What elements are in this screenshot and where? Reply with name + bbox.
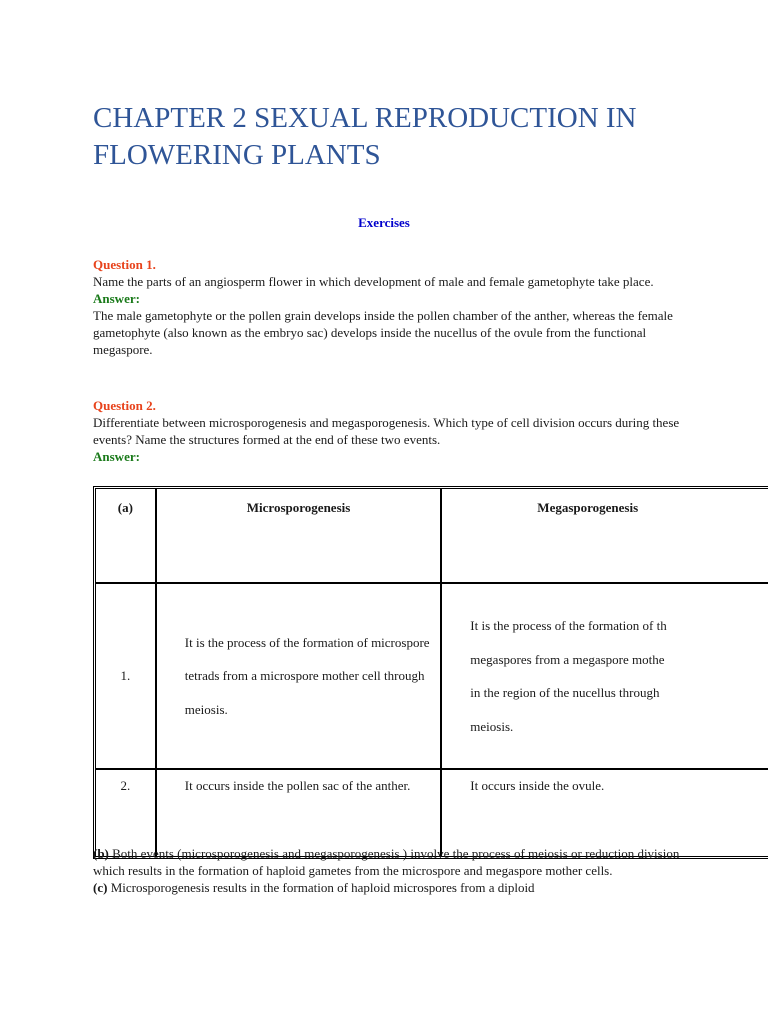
row-number: 1. <box>96 584 157 770</box>
table-row <box>96 584 768 770</box>
comparison-table-wrapper <box>93 486 768 842</box>
answer-2-label: Answer: <box>93 449 140 464</box>
answer-continuation <box>93 845 693 896</box>
micro-location: It occurs inside the pollen sac of the anther. <box>184 778 411 793</box>
part-b-text: Both events (microsporogenesis and megasporogenesis ) involve the process of meiosis or reduction division which results in the formation of haploid gametes from the microspore and megaspore mother cells. <box>93 846 680 878</box>
part-c-label: (c) <box>93 880 108 895</box>
question-2-label: Question 2. <box>93 398 156 413</box>
chapter-title: CHAPTER 2 SEXUAL REPRODUCTION IN FLOWERING PLANTS <box>93 102 637 171</box>
header-cell-microsporogenesis: Microsporogenesis <box>157 489 443 584</box>
question-1-block <box>93 256 693 358</box>
mega-line: meiosis. <box>470 718 514 734</box>
part-c-paragraph <box>93 879 693 896</box>
question-1-text: Name the parts of an angiosperm flower in which development of male and female gametophyte take place. <box>93 274 654 289</box>
mega-line: It is the process of the formation of th <box>470 618 667 633</box>
header-cell-megasporogenesis: Megasporogenesis <box>442 489 768 584</box>
table-cell <box>442 770 768 856</box>
question-2-block <box>93 397 693 465</box>
mega-line: megaspores from a megaspore mothe <box>470 651 665 667</box>
question-1-label: Question 1. <box>93 257 156 272</box>
answer-1-text: The male gametophyte or the pollen grain develops inside the pollen chamber of the anther, whereas the female gametophyte (also known as the embryo sac) develops inside the nucellus of the ovule from the functional megaspore. <box>93 308 673 357</box>
comparison-table <box>93 486 768 859</box>
table-cell <box>157 584 443 770</box>
micro-description: It is the process of the formation of microspore tetrads from a microspore mother cell through meiosis. <box>184 634 430 717</box>
mega-line: in the region of the nucellus through <box>470 685 660 700</box>
row-number: 2. <box>96 770 157 856</box>
header-cell-index: (a) <box>96 489 157 584</box>
mega-description <box>442 609 768 743</box>
table-header-row <box>96 489 768 584</box>
part-b-paragraph <box>93 845 693 879</box>
mega-location: It occurs inside the ovule. <box>470 778 605 793</box>
part-c-text: Microsporogenesis results in the formation of haploid microspores from a diploid <box>107 880 535 895</box>
part-b-label: (b) <box>93 846 109 861</box>
table-row <box>96 770 768 856</box>
exercises-heading: Exercises <box>358 215 410 230</box>
answer-1-label: Answer: <box>93 291 140 306</box>
table-cell <box>157 770 443 856</box>
question-2-text: Differentiate between microsporogenesis and megasporogenesis. Which type of cell division occurs during these events? Name the structures formed at the end of these two events. <box>93 415 680 447</box>
table-cell <box>442 584 768 770</box>
